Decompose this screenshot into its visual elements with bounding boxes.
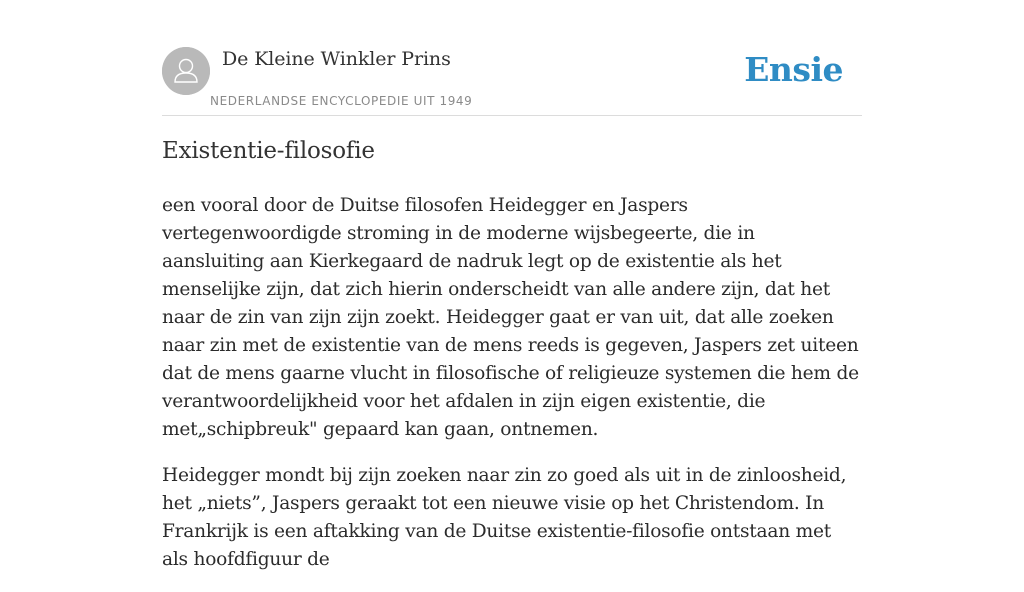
article-paragraph: een vooral door de Duitse filosofen Heidegger en Jaspers vertegenwoordigde stroming in de moderne wijsbegeerte, die in aansluiting aan Kierkegaard de nadruk legt op de existentie als het menselijke zijn, dat zich hierin onderscheidt van alle andere zijn, dat het naar de zin van zijn zijn zoekt. Heidegger gaat er van uit, dat alle zoeken naar zin met de existentie van de mens reeds is gegeven, Jaspers zet uiteen dat de mens gaarne vlucht in filosofische of religieuze systemen die hem de verantwoordelijkheid voor het afdalen in zijn eigen existentie, die met„schipbreuk" gepaard kan gaan, ontnemen. <box>162 195 859 440</box>
article-title: Existentie-filosofie <box>162 138 375 164</box>
article-paragraph: Heidegger mondt bij zijn zoeken naar zin zo goed als uit in de zinloosheid, het „niets”, Jaspers geraakt tot een nieuwe visie op het Christendom. In Frankrijk is een aftakking van de Duitse existentie-filosofie ontstaan met als hoofdfiguur de <box>162 465 847 570</box>
site-header <box>162 46 862 116</box>
ensie-logo[interactable]: Ensie <box>744 50 843 89</box>
article-body <box>162 192 862 592</box>
author-name[interactable]: De Kleine Winkler Prins <box>222 48 451 70</box>
user-avatar-icon[interactable] <box>162 47 210 95</box>
encyclopedia-subtitle: NEDERLANDSE ENCYCLOPEDIE UIT 1949 <box>210 94 473 108</box>
